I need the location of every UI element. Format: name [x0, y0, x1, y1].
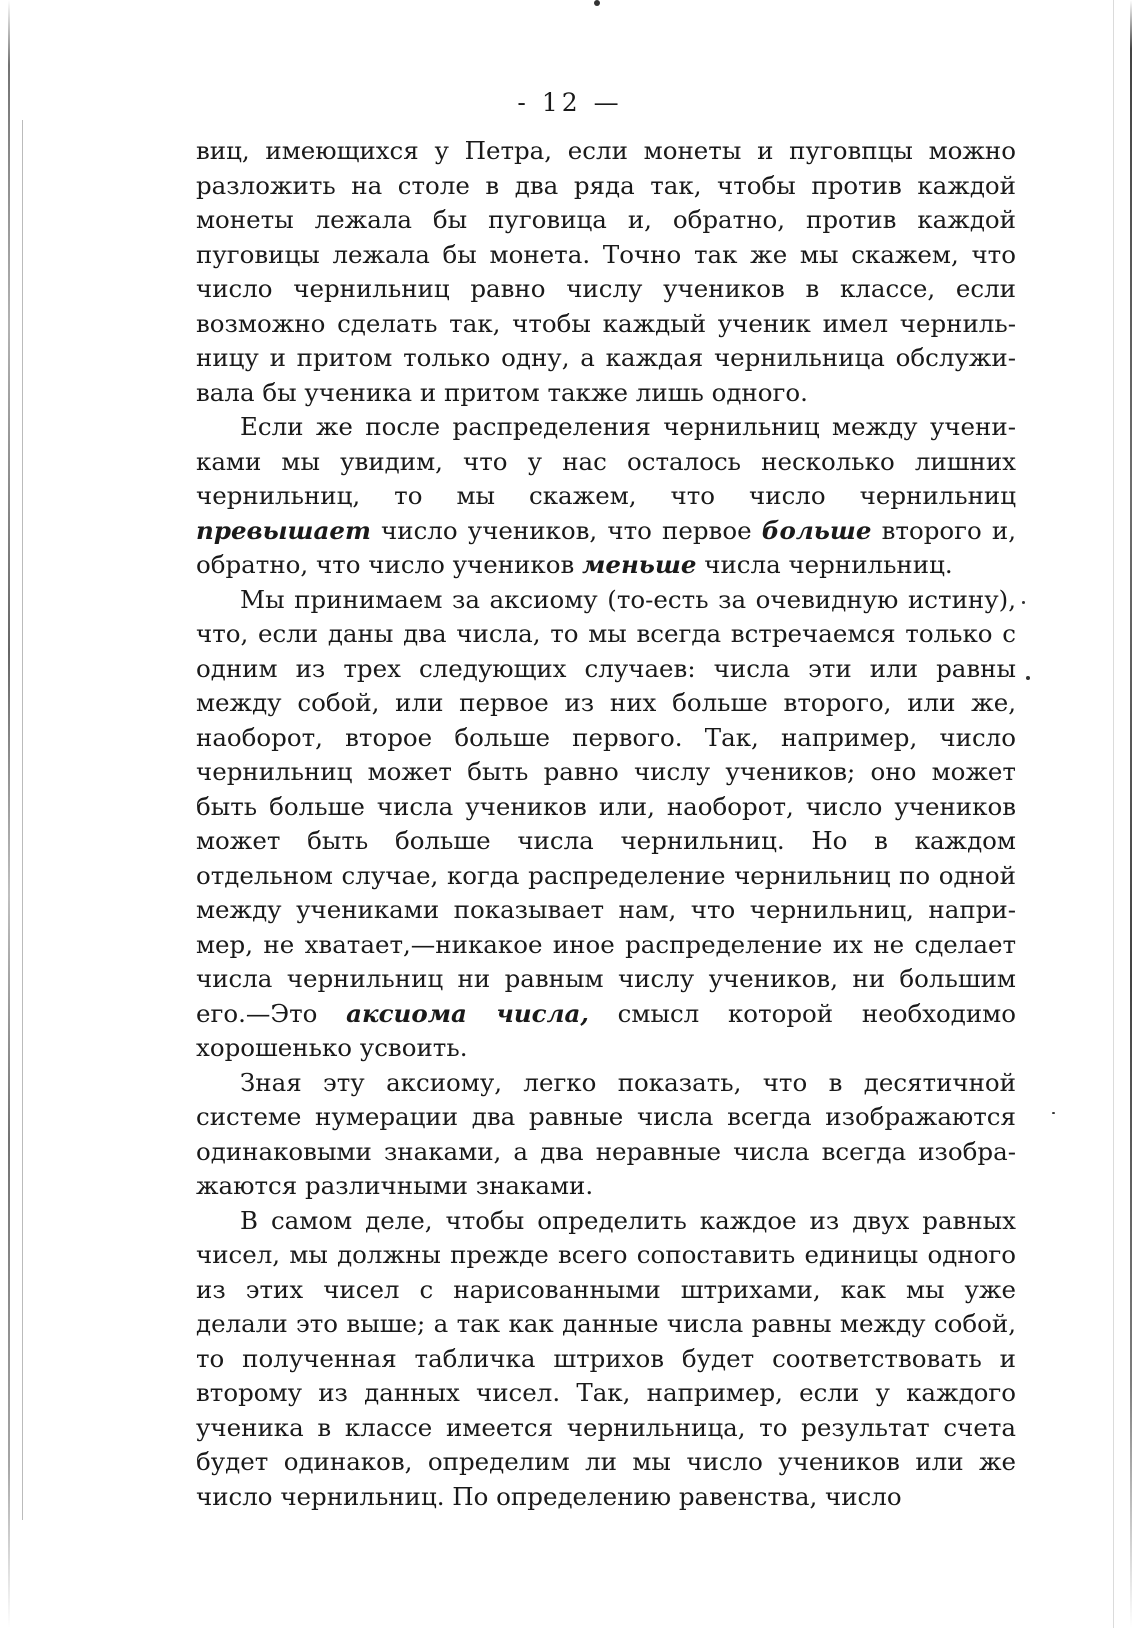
text-run: В самом деле, чтобы определить каждое из двух равных чисел, мы должны прежде всего сопоставить единицы одного из этих чисел с нарисованными штрихами, как мы уже делали это выше; а так как данные числа равны между собой, то полученная табличка штрихов будет соответствовать и второму из данных чисел. Так, например, если у каждого ученика в классе имеется чернильница, то результат счета будет одинаков, определим ли мы число учеников или же число чернильниц. По определению равенства, число — [196, 1205, 1016, 1511]
paragraph — [196, 134, 1016, 410]
page-edge-left — [8, 0, 10, 1628]
italic-term: больше — [761, 515, 872, 545]
body-text — [196, 134, 1016, 1514]
paragraph — [196, 410, 1016, 583]
paragraph — [196, 1204, 1016, 1515]
page-edge-right — [1130, 0, 1132, 1628]
page-number: - 12 — — [517, 88, 623, 117]
text-run: второго и, обратно, что число учеников — [196, 515, 1017, 579]
scan-speck — [594, 0, 600, 6]
scan-speck — [1026, 676, 1030, 680]
italic-term: меньше — [582, 550, 697, 579]
text-run: смысл которой необходимо хорошенько усвоить. — [196, 998, 1016, 1062]
text-run: Если же после распределения чернильниц между учениками мы увидим, что у нас осталось несколько лишних чернильниц, то мы скажем, что число чернильниц — [196, 412, 1016, 510]
italic-term: аксиома числа, — [346, 998, 589, 1028]
paragraph — [196, 1066, 1016, 1204]
text-run: число учеников, что первое — [370, 515, 762, 545]
text-run: Мы принимаем за аксиому (то-есть за очевидную истину), что, если даны два числа, то мы всегда встречаемся только с одним из трех следующих случаев: числа эти или равны между собой, или первое из них больше второго, или же, наоборот, второе больше первого. Так, например, число чернильниц может быть равно числу учеников; оно может быть больше числа учеников или, наоборот, число учеников может быть больше числа чернильниц. Но в каждом отдельном случае, когда распределение чернильниц по одной между учениками показывает нам, что чернильниц, например, не хватает,—никакое иное распределение их не сделает числа чернильниц ни равным числу учеников, ни большим его.—Это — [196, 584, 1016, 1028]
paragraph — [196, 583, 1016, 1066]
scan-speck — [1022, 601, 1025, 604]
text-run: числа чернильниц. — [696, 550, 953, 579]
scan-speck — [1052, 1112, 1055, 1114]
text-run: виц, имеющихся у Петра, если монеты и пуговпцы можно разложить на столе в два ряда так, чтобы против каждой монеты лежала бы пуговица и, обратно, против каждой пуговицы лежала бы монета. Точно так же мы скажем, что число чернильниц равно числу учеников в классе, если возможно сделать так, чтобы каждый ученик имел чернильницу и притом только одну, а каждая чернильница обслуживала бы ученика и притом также лишь одного. — [196, 136, 1016, 407]
page-edge-left-inner — [22, 120, 23, 1520]
text-run: Зная эту аксиому, легко показать, что в десятичной системе нумерации два равные числа всегда изображаются одинаковыми знаками, а два неравные числа всегда изображаются различными знаками. — [196, 1067, 1016, 1200]
italic-term: превышает — [196, 515, 371, 545]
page-edge-right-inner — [1113, 0, 1114, 1628]
